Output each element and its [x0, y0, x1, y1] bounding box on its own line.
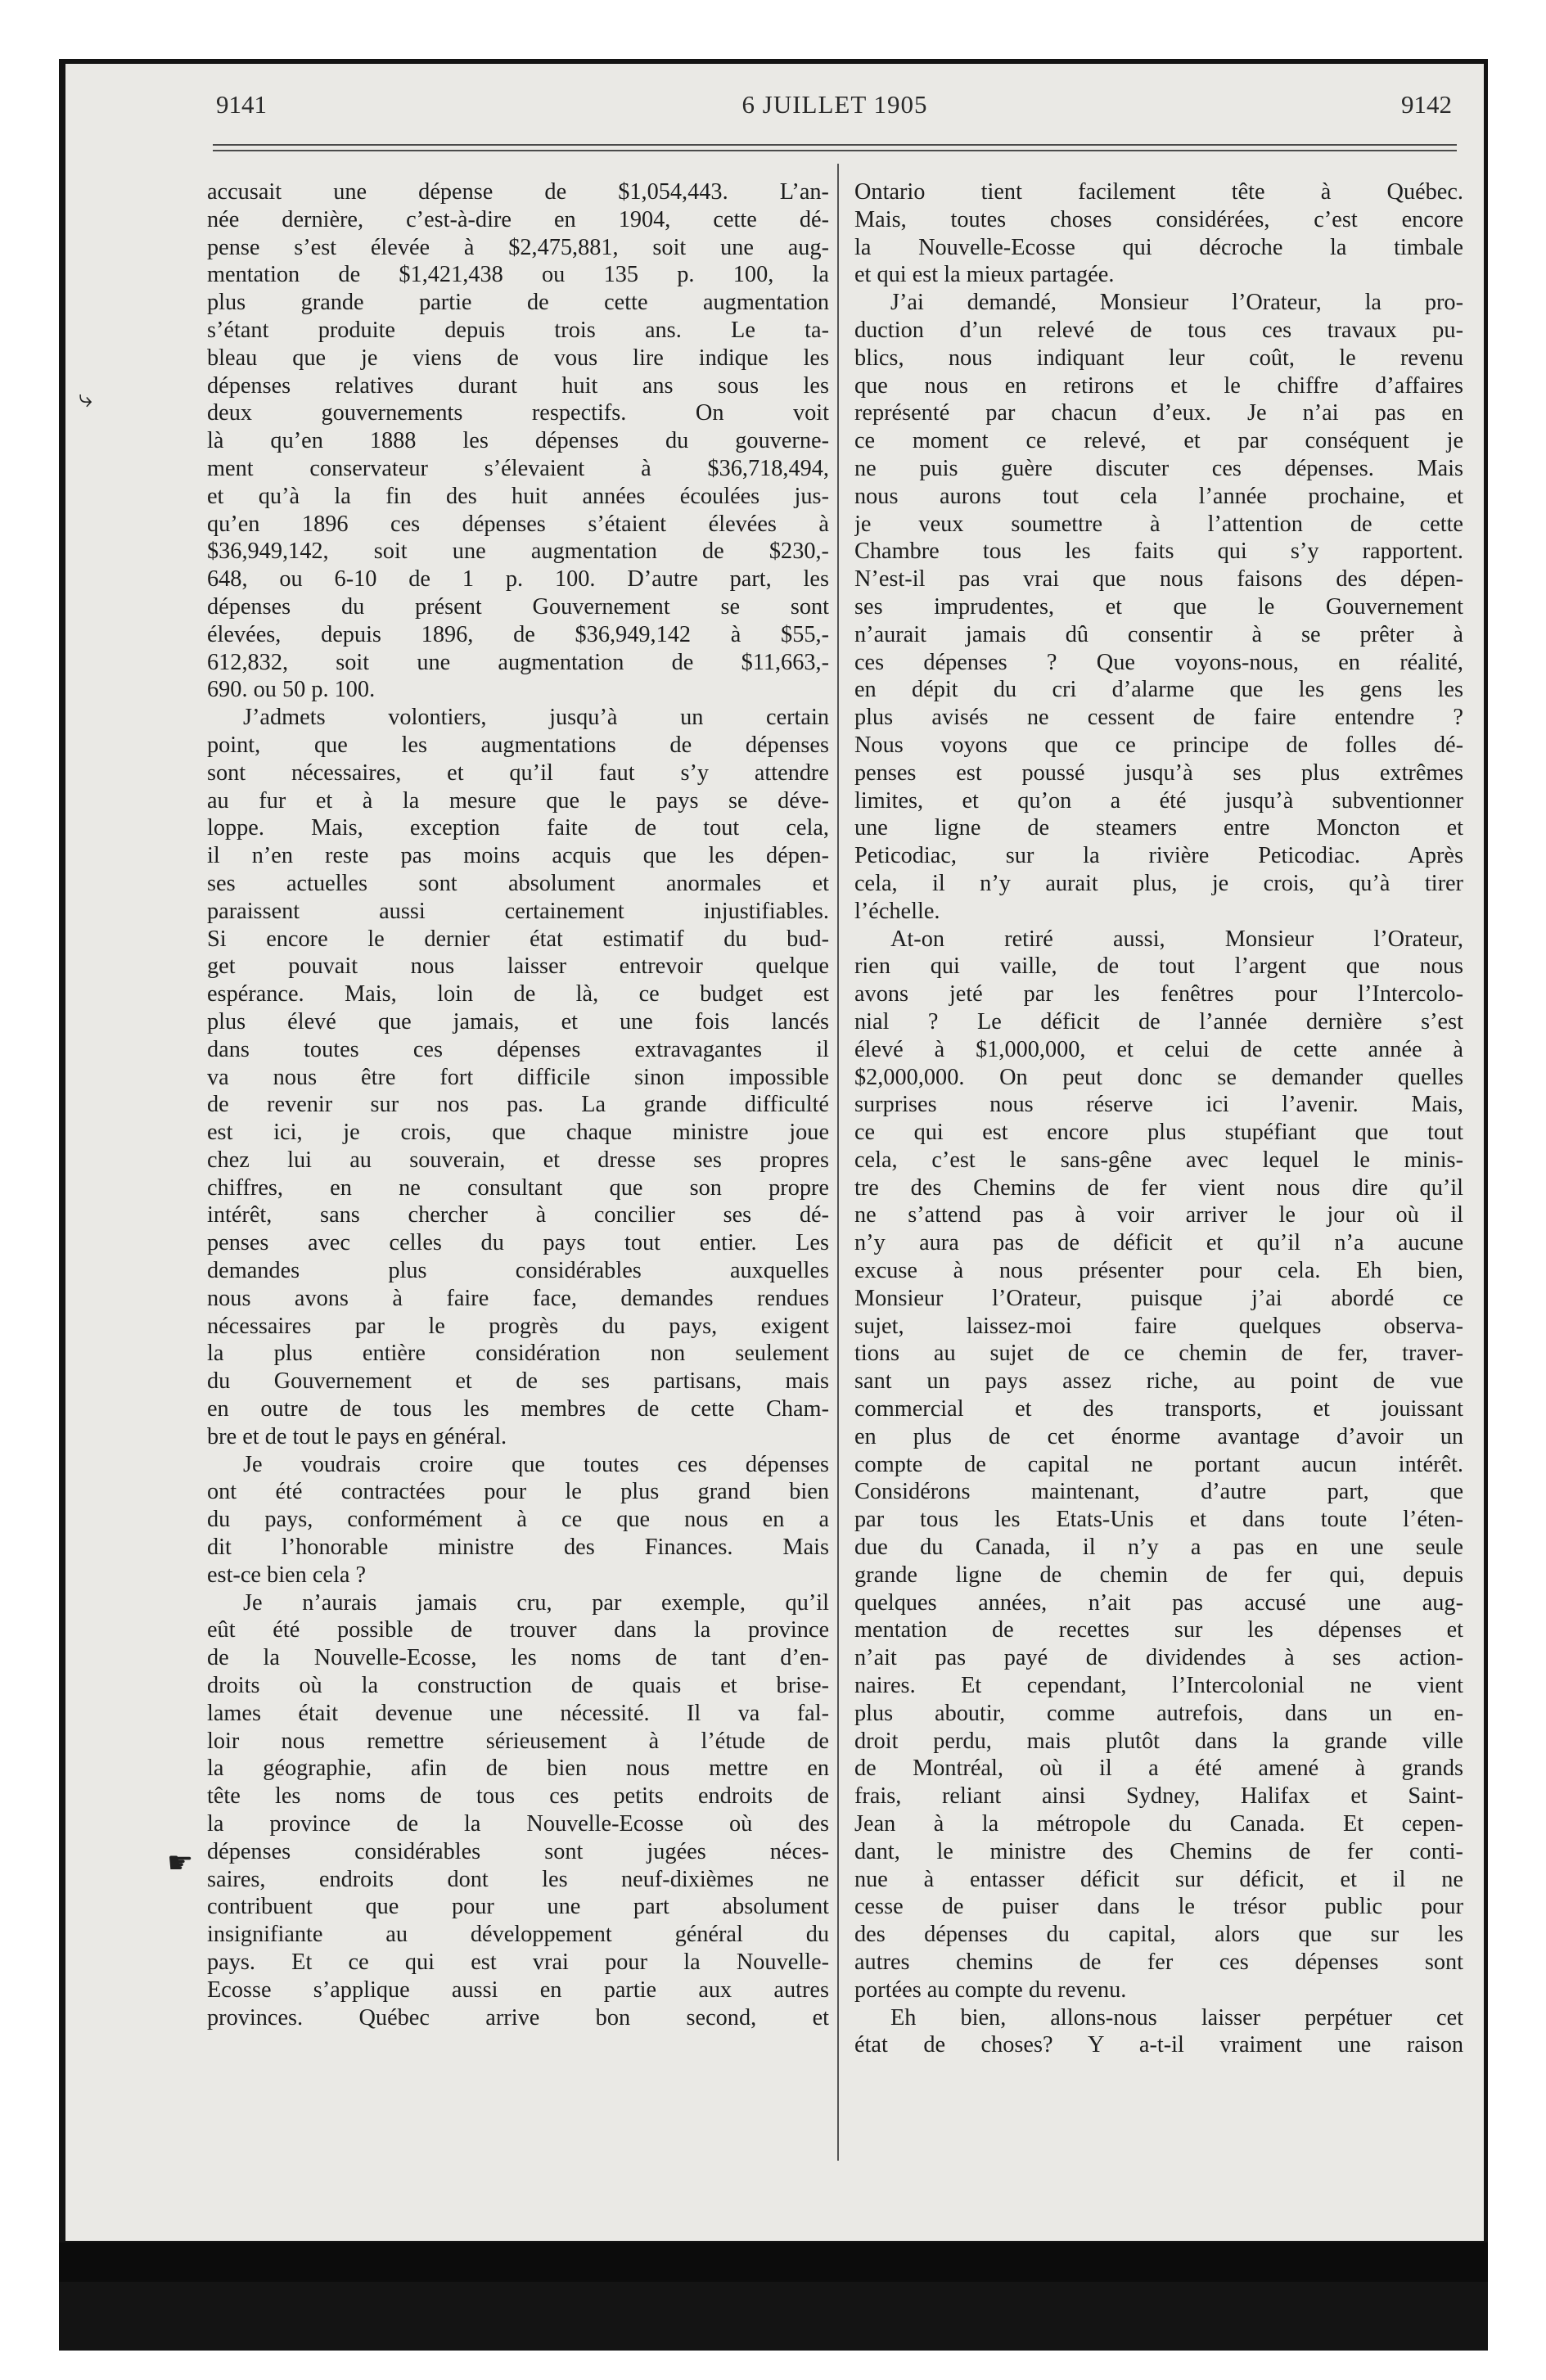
text-line: ment conservateur s’élevaient à $36,718,494,: [207, 455, 829, 481]
text-line: s’étant produite depuis trois ans. Le ta-: [207, 317, 829, 343]
text-line: ses actuelles sont absolument anormales et: [207, 870, 829, 896]
text-line: dépenses considérables sont jugées néces-: [207, 1838, 829, 1864]
text-line: du pays, conformément à ce que nous en a: [207, 1507, 829, 1533]
text-line: insignifiante au développement général du: [207, 1922, 829, 1948]
text-line: des dépenses du capital, alors que sur les: [854, 1922, 1463, 1948]
text-line: naires. Et cependant, l’Intercolonial ne vient: [854, 1673, 1463, 1699]
text-line: excuse à nous présenter pour cela. Eh bien,: [854, 1258, 1463, 1284]
text-line: Si encore le dernier état estimatif du bud-: [207, 926, 829, 952]
text-line: Eh bien, allons-nous laisser perpétuer cet: [890, 2004, 1463, 2031]
text-line: élevé à $1,000,000, et celui de cette année à: [854, 1036, 1463, 1062]
page-number-right: 9142: [1401, 90, 1452, 119]
text-line: quelques années, n’ait pas accusé une aug-: [854, 1589, 1463, 1616]
page-header: [205, 85, 1465, 134]
text-line: Ecosse s’applique aussi en partie aux autres: [207, 1977, 829, 2003]
text-line: portées au compte du revenu.: [854, 1977, 1127, 2003]
text-line: blics, nous indiquant leur coût, le revenu: [854, 345, 1463, 371]
text-line: Jean à la métropole du Canada. Et cepen-: [854, 1811, 1463, 1837]
right-column: [854, 178, 1463, 2059]
text-line: dans toutes ces dépenses extravagantes il: [207, 1036, 829, 1062]
text-line: $36,949,142, soit une augmentation de $230,-: [207, 539, 829, 565]
text-line: là qu’en 1888 les dépenses du gouverne-: [207, 428, 829, 454]
text-line: penses est poussé jusqu’à ses plus extrêmes: [854, 760, 1463, 786]
text-line: la géographie, afin de bien nous mettre en: [207, 1756, 829, 1782]
text-line: la Nouvelle-Ecosse qui décroche la timbale: [854, 234, 1463, 260]
text-line: accusait une dépense de $1,054,443. L’an-: [207, 179, 829, 205]
text-line: grande ligne de chemin de fer qui, depuis: [854, 1562, 1463, 1588]
text-line: nous aurons tout cela l’année prochaine, et: [854, 483, 1463, 509]
text-line: plus avisés ne cessent de faire entendre ?: [854, 705, 1463, 731]
header-rule-top: [213, 144, 1457, 146]
text-line: avons jeté par les fenêtres pour l’Intercolo-: [854, 981, 1463, 1007]
text-line: deux gouvernements respectifs. On voit: [207, 400, 829, 426]
text-line: intérêt, sans chercher à concilier ses dé-: [207, 1202, 829, 1228]
text-line: nécessaires par le progrès du pays, exigent: [207, 1313, 829, 1339]
text-line: 612,832, soit une augmentation de $11,663,-: [207, 649, 829, 675]
text-line: plus élevé que jamais, et une fois lancés: [207, 1008, 829, 1034]
text-line: pense s’est élevée à $2,475,881, soit une aug-: [207, 234, 829, 260]
text-line: $2,000,000. On peut donc se demander quelles: [854, 1064, 1463, 1090]
text-line: Monsieur l’Orateur, puisque j’ai abordé ce: [854, 1285, 1463, 1311]
text-line: nial ? Le déficit de l’année dernière s’est: [854, 1008, 1463, 1034]
text-line: née dernière, c’est-à-dire en 1904, cette dé-: [207, 206, 829, 232]
text-line: penses avec celles du pays tout entier. Les: [207, 1230, 829, 1256]
text-line: ne s’attend pas à voir arriver le jour où il: [854, 1202, 1463, 1228]
text-line: en dépit du cri d’alarme que les gens les: [854, 677, 1463, 703]
text-line: l’échelle.: [854, 898, 940, 924]
page-number-left: 9141: [216, 90, 267, 119]
text-line: ce qui est encore plus stupéfiant que tout: [854, 1120, 1463, 1146]
text-line: ne puis guère discuter ces dépenses. Mais: [854, 455, 1463, 481]
scan-bottom-edge: [59, 2243, 1488, 2282]
text-line: au fur et à la mesure que le pays se déve-: [207, 787, 829, 814]
text-line: provinces. Québec arrive bon second, et: [207, 2004, 829, 2031]
text-line: point, que les augmentations de dépenses: [207, 732, 829, 758]
text-line: get pouvait nous laisser entrevoir quelque: [207, 953, 829, 980]
text-line: ont été contractées pour le plus grand bien: [207, 1479, 829, 1505]
text-line: et qu’à la fin des huit années écoulées jus-: [207, 483, 829, 509]
text-line: il n’en reste pas moins acquis que les dépen-: [207, 843, 829, 869]
text-line: rien qui vaille, de tout l’argent que nous: [854, 953, 1463, 980]
text-line: chiffres, en ne consultant que son propre: [207, 1174, 829, 1201]
text-line: ce moment ce relevé, et par conséquent je: [854, 428, 1463, 454]
text-line: espérance. Mais, loin de là, ce budget est: [207, 981, 829, 1007]
text-line: va nous être fort difficile sinon impossible: [207, 1064, 829, 1090]
text-line: cela, c’est le sans-gêne avec lequel le minis-: [854, 1147, 1463, 1173]
text-line: autres chemins de fer ces dépenses sont: [854, 1950, 1463, 1975]
text-line: droit perdu, mais plutôt dans la grande ville: [854, 1728, 1463, 1754]
text-line: une ligne de steamers entre Moncton et: [854, 815, 1463, 841]
text-line: nous avons à faire face, demandes rendues: [207, 1285, 829, 1311]
text-line: frais, reliant ainsi Sydney, Halifax et Saint-: [854, 1783, 1463, 1810]
text-line: et qui est la mieux partagée.: [854, 262, 1115, 288]
text-line: dant, le ministre des Chemins de fer conti-: [854, 1838, 1463, 1864]
text-line: mentation de recettes sur les dépenses et: [854, 1617, 1463, 1643]
text-line: plus grande partie de cette augmentation: [207, 290, 829, 316]
text-line: lames était devenue une nécessité. Il va fal-: [207, 1700, 829, 1726]
text-line: droits où la construction de quais et brise-: [207, 1673, 829, 1699]
text-line: compte de capital ne portant aucun intérêt.: [854, 1451, 1463, 1477]
text-line: n’aurait jamais dû consentir à se prêter à: [854, 621, 1463, 647]
text-line: J’admets volontiers, jusqu’à un certain: [243, 705, 829, 731]
text-line: tre des Chemins de fer vient nous dire qu’il: [854, 1174, 1463, 1201]
text-line: dépenses relatives durant huit ans sous les: [207, 372, 829, 399]
text-line: N’est-il pas vrai que nous faisons des dépen-: [854, 566, 1463, 593]
text-line: tions au sujet de ce chemin de fer, traver-: [854, 1341, 1463, 1367]
text-line: pays. Et ce qui est vrai pour la Nouvelle-: [207, 1950, 829, 1975]
text-line: limites, et qu’on a été jusqu’à subventionner: [854, 787, 1463, 814]
text-line: état de choses? Y a-t-il vraiment une raison: [854, 2032, 1463, 2058]
page-date: 6 JUILLET 1905: [741, 90, 928, 119]
text-line: est-ce bien cela ?: [207, 1562, 367, 1588]
text-line: Mais, toutes choses considérées, c’est encore: [854, 206, 1463, 232]
text-line: du Gouvernement et de ses partisans, mais: [207, 1368, 829, 1395]
text-line: tête les noms de tous ces petits endroits de: [207, 1783, 829, 1810]
text-line: cela, il n’y aurait plus, je crois, qu’à tirer: [854, 870, 1463, 896]
text-line: dit l’honorable ministre des Finances. Mais: [207, 1535, 829, 1561]
text-line: en outre de tous les membres de cette Cham-: [207, 1396, 829, 1422]
text-line: Je voudrais croire que toutes ces dépenses: [243, 1451, 829, 1477]
text-line: dépenses du présent Gouvernement se sont: [207, 593, 829, 620]
column-divider: [837, 164, 839, 2161]
text-line: surprises nous réserve ici l’avenir. Mais,: [854, 1092, 1463, 1118]
text-line: paraissent aussi certainement injustifiables.: [207, 898, 829, 924]
text-line: J’ai demandé, Monsieur l’Orateur, la pro-: [890, 290, 1463, 316]
text-line: loppe. Mais, exception faite de tout cela,: [207, 815, 829, 841]
text-line: eût été possible de trouver dans la province: [207, 1617, 829, 1643]
left-column: [207, 178, 829, 2031]
text-line: Nous voyons que ce principe de folles dé-: [854, 732, 1463, 758]
text-line: sujet, laissez-moi faire quelques observa-: [854, 1313, 1463, 1339]
text-line: je veux soumettre à l’attention de cette: [854, 511, 1463, 537]
text-line: n’y aura pas de déficit et qu’il n’a aucune: [854, 1230, 1463, 1256]
text-line: 690. ou 50 p. 100.: [207, 677, 376, 703]
text-line: Je n’aurais jamais cru, par exemple, qu’il: [243, 1589, 829, 1616]
text-line: chez lui au souverain, et dresse ses propres: [207, 1147, 829, 1173]
text-line: par tous les Etats-Unis et dans toute l’éten-: [854, 1507, 1463, 1533]
text-line: qu’en 1896 ces dépenses s’étaient élevées à: [207, 511, 829, 537]
text-line: contribuent que pour une part absolument: [207, 1894, 829, 1920]
text-line: saires, endroits dont les neuf-dixièmes ne: [207, 1866, 829, 1892]
text-line: commercial et des transports, et jouissant: [854, 1396, 1463, 1422]
text-line: At-on retiré aussi, Monsieur l’Orateur,: [890, 926, 1463, 952]
header-rule-bottom: [213, 150, 1457, 151]
text-line: demandes plus considérables auxquelles: [207, 1258, 829, 1284]
text-line: duction d’un relevé de tous ces travaux pu-: [854, 317, 1463, 343]
text-line: est ici, je crois, que chaque ministre joue: [207, 1120, 829, 1146]
text-line: de Montréal, où il a été amené à grands: [854, 1756, 1463, 1782]
text-line: Chambre tous les faits qui s’y rapportent.: [854, 539, 1463, 565]
text-line: la province de la Nouvelle-Ecosse où des: [207, 1811, 829, 1837]
text-line: ses imprudentes, et que le Gouvernement: [854, 593, 1463, 620]
text-line: mentation de $1,421,438 ou 135 p. 100, la: [207, 262, 829, 288]
text-line: que nous en retirons et le chiffre d’affaires: [854, 372, 1463, 399]
text-line: sont nécessaires, et qu’il faut s’y attendre: [207, 760, 829, 786]
text-line: sant un pays assez riche, au point de vue: [854, 1368, 1463, 1395]
text-line: due du Canada, il n’y a pas en une seule: [854, 1535, 1463, 1561]
text-line: cesse de puiser dans le trésor public pour: [854, 1894, 1463, 1920]
margin-mark-hand: ☛: [167, 1846, 194, 1880]
margin-mark-arrow: ⤷: [79, 385, 92, 413]
text-line: Ontario tient facilement tête à Québec.: [854, 179, 1463, 205]
text-line: Peticodiac, sur la rivière Peticodiac. Après: [854, 843, 1463, 869]
text-line: bleau que je viens de vous lire indique les: [207, 345, 829, 371]
text-line: la plus entière considération non seulement: [207, 1341, 829, 1367]
text-line: bre et de tout le pays en général.: [207, 1423, 507, 1449]
text-line: élevées, depuis 1896, de $36,949,142 à $55,-: [207, 621, 829, 647]
text-line: loir nous remettre sérieusement à l’étude de: [207, 1728, 829, 1754]
text-line: de revenir sur nos pas. La grande difficulté: [207, 1092, 829, 1118]
text-line: en plus de cet énorme avantage d’avoir un: [854, 1423, 1463, 1449]
text-line: nue à entasser déficit sur déficit, et il ne: [854, 1866, 1463, 1892]
text-line: 648, ou 6-10 de 1 p. 100. D’autre part, les: [207, 566, 829, 593]
text-line: n’ait pas payé de dividendes à ses action-: [854, 1645, 1463, 1671]
text-line: Considérons maintenant, d’autre part, que: [854, 1479, 1463, 1505]
text-line: ces dépenses ? Que voyons-nous, en réalité,: [854, 649, 1463, 675]
text-line: représenté par chacun d’eux. Je n’ai pas en: [854, 400, 1463, 426]
text-line: plus aboutir, comme autrefois, dans un en-: [854, 1700, 1463, 1726]
text-line: de la Nouvelle-Ecosse, les noms de tant d’en-: [207, 1645, 829, 1671]
